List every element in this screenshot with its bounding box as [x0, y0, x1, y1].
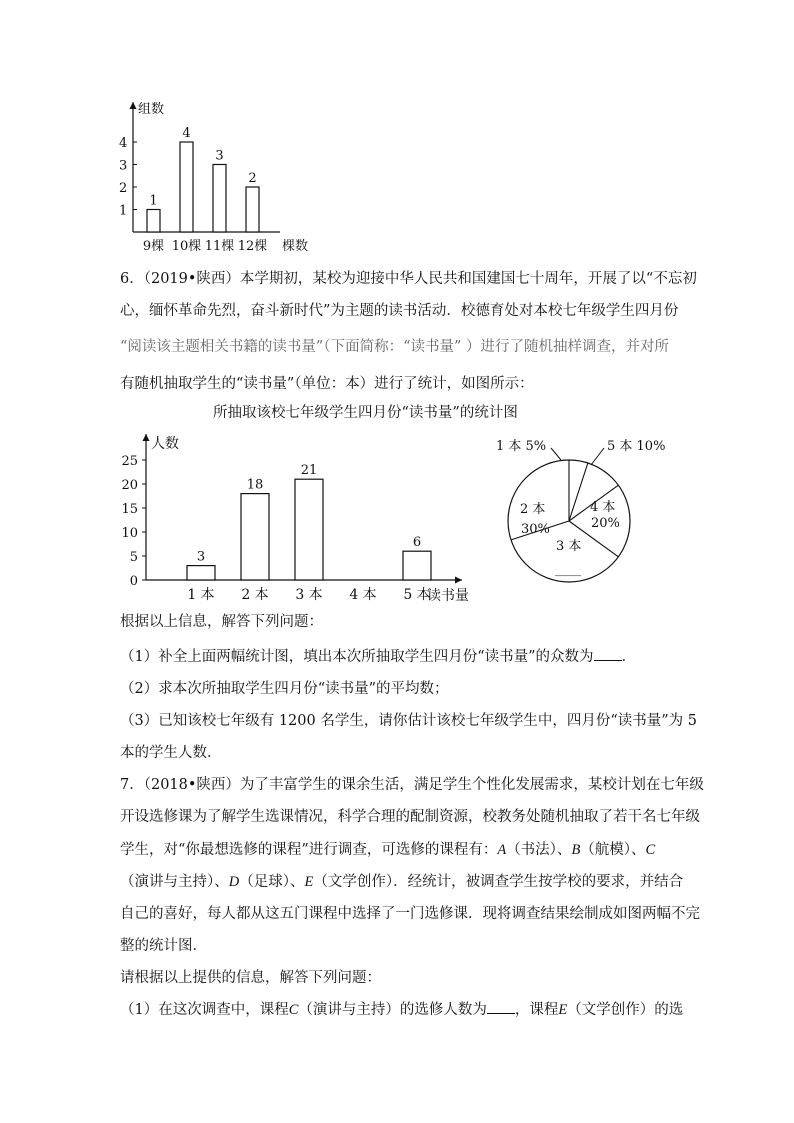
- bar: [180, 142, 193, 232]
- bar: [213, 165, 226, 233]
- x-tick-label: 4 本: [349, 587, 377, 603]
- x-tick-label: 3 本: [295, 587, 323, 603]
- label-leader-5: [591, 448, 604, 465]
- q7-line-3: 学生，对“你最想选修的课程”进行调查，可选修的课程有：A（书法）、B（航模）、C: [120, 842, 656, 858]
- bar-value-label: 6: [412, 535, 422, 551]
- x-axis-label: 棵数: [282, 239, 309, 254]
- q7-line-2: 开设选修课为了解学生选课情况，科学合理的配制资源，校教务处随机抽取了若干名七年级: [120, 809, 700, 825]
- y-tick-label: 10: [121, 526, 138, 541]
- q6-line-1: 6．（2019•陕西）本学期初，某校为迎接中华人民共和国建国七十周年，开展了以“不忘初: [120, 271, 697, 287]
- q7-intro: 请根据以上提供的信息，解答下列问题：: [120, 970, 381, 986]
- bar-value-label: 4: [182, 126, 191, 141]
- pie-label-3: 3 本: [556, 539, 582, 554]
- label-leader-1: [551, 448, 561, 460]
- q6-chart-title: 所抽取该校七年级学生四月份“读书量”的统计图: [213, 405, 518, 421]
- pie-label-1: 1 本 5%: [496, 439, 547, 454]
- q6-part-3b: 本的学生人数．: [120, 745, 222, 761]
- q6-intro: 根据以上信息，解答下列问题：: [120, 614, 323, 630]
- pie-pct-2: 30%: [521, 522, 550, 537]
- q6-line-3: “阅读该主题相关书籍的读书量”（下面简称：“读书量” ）进行了随机抽样调查，并对所: [120, 339, 670, 355]
- y-tick-label: 25: [121, 454, 138, 469]
- x-tick-label: 1 本: [187, 587, 215, 603]
- reading-bar-chart: [115, 430, 475, 610]
- pie-label-4: 4 本: [590, 500, 616, 515]
- x-tick-label: 2 本: [241, 587, 269, 603]
- x-tick-label: 5 本: [403, 587, 431, 603]
- bar-value-label: 3: [215, 148, 224, 164]
- y-tick-label: 15: [121, 502, 138, 517]
- pie-label-2: 2 本: [520, 502, 546, 517]
- bar: [147, 210, 160, 233]
- tree-count-bar-chart: [100, 95, 330, 260]
- pie-label-5: 5 本 10%: [607, 439, 666, 454]
- x-tick-label: 10棵: [171, 239, 202, 254]
- y-tick-label: 1: [119, 203, 128, 219]
- bar-value-label: 3: [196, 549, 206, 565]
- bar: [187, 566, 215, 580]
- q6-line-4: 有随机抽取学生的“读书量”（单位：本）进行了统计，如图所示：: [120, 376, 534, 392]
- bar: [246, 187, 259, 232]
- y-tick-label: 4: [119, 136, 128, 151]
- bar-value-label: 21: [300, 463, 318, 479]
- bar-value-label: 2: [248, 171, 257, 186]
- reading-pie-chart: [488, 430, 698, 595]
- y-tick-label: 0: [129, 574, 138, 589]
- bar-value-label: 1: [149, 193, 158, 209]
- y-tick-label: 20: [121, 478, 138, 493]
- bar: [241, 494, 269, 580]
- x-tick-label: 9棵: [142, 239, 165, 254]
- q6-part-1: （1）补全上面两幅统计图，填出本次所抽取学生四月份“读书量”的众数为 ．: [120, 645, 636, 666]
- q7-line-6: 整的统计图．: [120, 938, 207, 954]
- pie-slice-divider: [569, 463, 588, 521]
- bar: [295, 479, 323, 580]
- q7-line-5: 自己的喜好，每人都从这五门课程中选择了一门选修课．现将调查结果绘制成如图两幅不完: [120, 906, 700, 922]
- pie-pct-3-blank: ____: [555, 562, 581, 577]
- q7-line-4: （演讲与主持）、D（足球）、E（文学创作）．经统计，被调查学生按学校的要求，并结合: [120, 874, 684, 890]
- y-axis-label: 组数: [138, 102, 165, 117]
- q6-part-3a: （3）已知该校七年级有 1200 名学生，请你估计该校七年级学生中，四月份“读书量”为 5: [120, 713, 698, 729]
- y-tick-label: 3: [119, 158, 128, 174]
- answer-blank[interactable]: [594, 646, 622, 661]
- y-tick-label: 2: [119, 181, 128, 196]
- q6-part-2: （2）求本次所抽取学生四月份“读书量”的平均数；: [120, 681, 449, 697]
- answer-blank[interactable]: [487, 999, 515, 1014]
- y-axis-label: 人数: [151, 436, 179, 452]
- q7-part-1: （1）在这次调查中，课程C（演讲与主持）的选修人数为 ，课程E（文学创作）的选: [120, 998, 683, 1019]
- q6-line-2: 心，缅怀革命先烈，奋斗新时代”为主题的读书活动．校德育处对本校七年级学生四月份: [120, 303, 679, 319]
- x-tick-label: 12棵: [237, 239, 268, 254]
- bar-value-label: 18: [246, 477, 264, 493]
- y-tick-label: 5: [129, 550, 138, 565]
- pie-pct-4: 20%: [591, 516, 620, 531]
- bar: [403, 551, 431, 580]
- x-tick-label: 11棵: [204, 239, 235, 254]
- q7-line-1: 7．（2018•陕西）为了丰富学生的课余生活，满足学生个性化发展需求，某校计划在七年级: [120, 777, 704, 793]
- x-axis-label: 读书量: [427, 588, 469, 604]
